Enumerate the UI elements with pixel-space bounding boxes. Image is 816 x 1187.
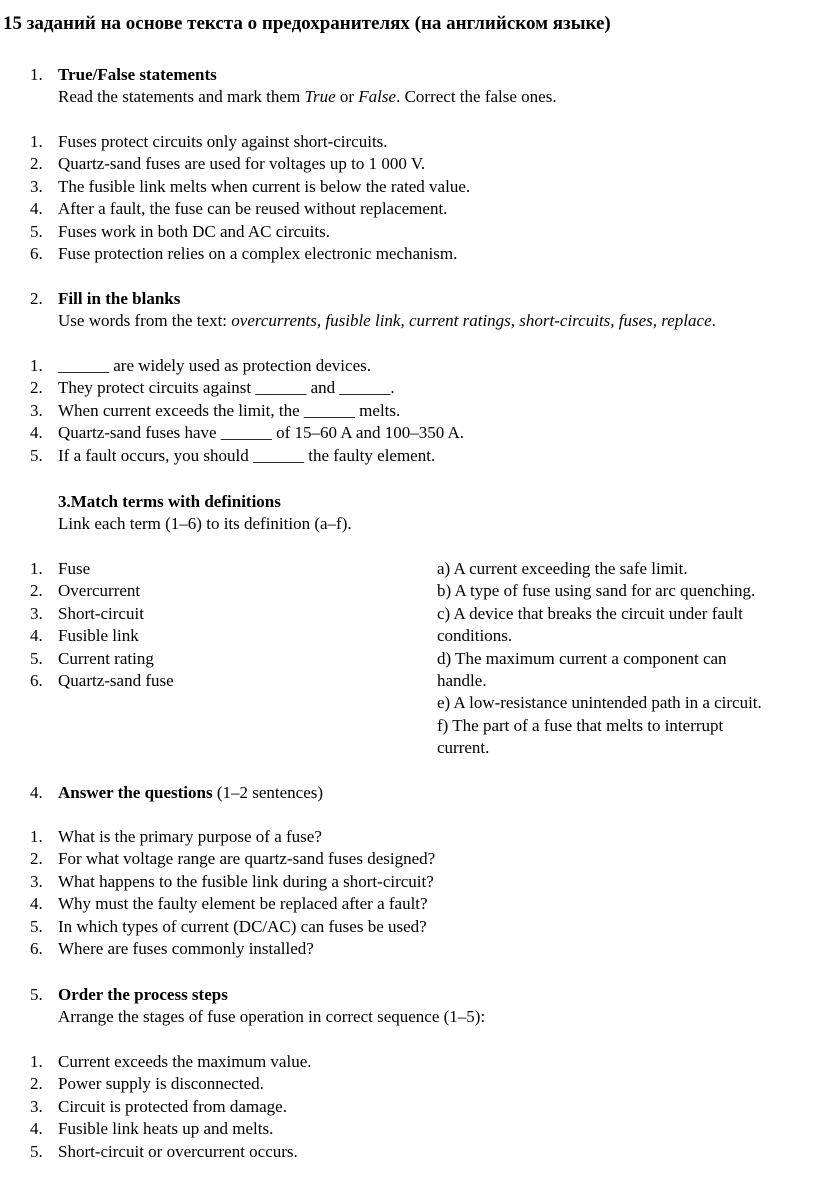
section-heading: True/False statements: [58, 65, 217, 84]
section-number: 1.: [30, 65, 43, 84]
section-heading: Order the process steps: [58, 985, 228, 1004]
section-heading: 3.Match terms with definitions: [58, 492, 281, 511]
definition-line: conditions.: [437, 626, 513, 646]
definition-line: handle.: [437, 670, 487, 690]
definition-line: a) A current exceeding the safe limit.: [437, 559, 688, 578]
section-instruction: Link each term (1–6) to its definition (a–f).: [58, 514, 352, 533]
definition-line: e) A low-resistance unintended path in a circuit.: [437, 693, 762, 713]
section-heading: Answer the questions: [58, 783, 213, 802]
definition-line: d) The maximum current a component can: [437, 648, 727, 668]
section-number: 4.: [30, 783, 43, 802]
section-heading: Fill in the blanks: [58, 289, 181, 308]
section-number: 5.: [30, 985, 43, 1004]
definition-line: b) A type of fuse using sand for arc quenching.: [437, 581, 756, 601]
page-title: 15 заданий на основе текста о предохранителях (на английском языке): [3, 13, 611, 34]
definitions-list: [437, 558, 816, 760]
definition-line: f) The part of a fuse that melts to interrupt: [437, 715, 724, 735]
definition-line: c) A device that breaks the circuit under fault: [437, 603, 743, 623]
definition-line: current.: [437, 738, 490, 758]
section-number: 2.: [30, 289, 43, 308]
